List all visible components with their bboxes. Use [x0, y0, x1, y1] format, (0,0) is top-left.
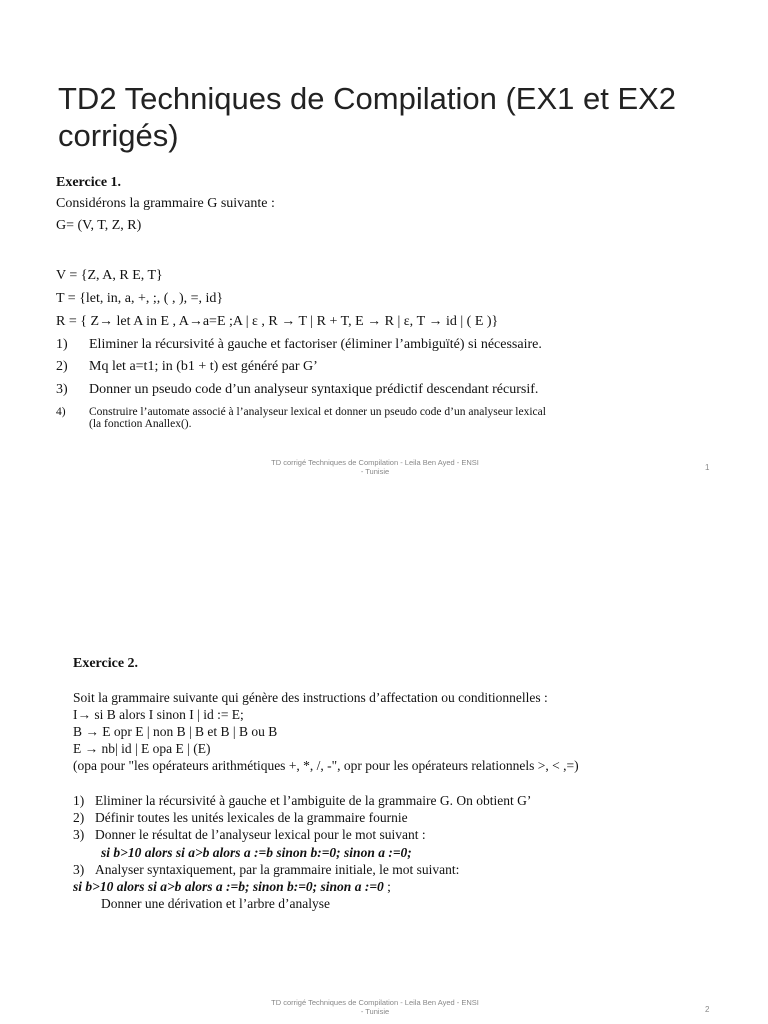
ex1-item-4-cont: (la fonction Anallex().: [89, 418, 192, 430]
set-r: R = { Z→ let A in E , A→a=E ;A | ε , R → T | R + T, E → R | ε, T → id | ( E )}: [56, 314, 499, 329]
ex2-item-1: [73, 793, 531, 809]
word-1: si b>10 alors si a>b alors a :=b sinon b:=0; sinon a :=0;: [101, 845, 412, 860]
item-text: Donner un pseudo code d’un analyseur syntaxique prédictif descendant récursif.: [89, 382, 539, 397]
word-2-line: [73, 879, 391, 895]
rule-e: E → nb| id | E opa E | (E): [73, 741, 211, 756]
exercise1-heading: Exercice 1.: [56, 175, 122, 190]
slide1-footer: [225, 458, 525, 476]
set-t: T = {let, in, a, +, ;, ( , ), =, id}: [56, 291, 224, 306]
item-number: 2): [56, 359, 68, 374]
ex2-last-line: Donner une dérivation et l’arbre d’analyse: [101, 896, 331, 911]
ex1-item-4: [56, 406, 546, 418]
item-number: 1): [73, 793, 85, 808]
item-number: 1): [56, 337, 68, 352]
item-number: 3): [73, 862, 85, 877]
ex1-item-2: [56, 359, 318, 375]
item-text: Donner le résultat de l’analyseur lexical pour le mot suivant :: [95, 827, 426, 842]
rule-b: B → E opr E | non B | B et B | B ou B: [73, 724, 278, 739]
item-number: 3): [56, 382, 68, 397]
exercise1-intro: Considérons la grammaire G suivante :: [56, 196, 275, 211]
item-text: Eliminer la récursivité à gauche et l’ambiguite de la grammaire G. On obtient G’: [95, 793, 532, 808]
footer-line: - Tunisie: [360, 467, 390, 476]
item-text: Définir toutes les unités lexicales de la grammaire fournie: [95, 810, 408, 825]
ex2-item-3: [73, 827, 426, 843]
ex1-item-3: [56, 382, 538, 398]
footer-line: - Tunisie: [360, 1007, 390, 1016]
rule-i: I→ si B alors I sinon I | id := E;: [73, 707, 244, 722]
item-text: Mq let a=t1; in (b1 + t) est généré par G’: [89, 359, 318, 374]
footer-line: TD corrigé Techniques de Compilation - Leila Ben Ayed - ENSI: [271, 998, 479, 1007]
item-number: 4): [56, 406, 66, 418]
grammar-def: G= (V, T, Z, R): [56, 218, 142, 233]
item-text: Construire l’automate associé à l’analyseur lexical et donner un pseudo code d’un analyseur lexical: [89, 406, 546, 418]
exercise2-intro: Soit la grammaire suivante qui génère des instructions d’affectation ou conditionnelles :: [73, 690, 548, 705]
ex2-item-4: [73, 862, 459, 878]
word-2-tail: ;: [383, 879, 391, 894]
page-number: 1: [705, 463, 710, 472]
footer-line: TD corrigé Techniques de Compilation - Leila Ben Ayed - ENSI: [271, 458, 479, 467]
item-number: 2): [73, 810, 85, 825]
ex1-item-1: [56, 337, 542, 353]
slide2-footer: [225, 998, 525, 1016]
page-number: 2: [705, 1005, 710, 1014]
exercise2-heading: Exercice 2.: [73, 656, 139, 671]
ex2-item-2: [73, 810, 408, 826]
set-v: V = {Z, A, R E, T}: [56, 268, 163, 283]
item-number: 3): [73, 827, 85, 842]
word-2: si b>10 alors si a>b alors a :=b; sinon b:=0; sinon a :=0: [73, 879, 384, 894]
item-text: Analyser syntaxiquement, par la grammaire initiale, le mot suivant:: [95, 862, 460, 877]
slide1-title: TD2 Techniques de Compilation (EX1 et EX2 corrigés): [58, 81, 677, 153]
operators-note: (opa pour "les opérateurs arithmétiques +, *, /, -", opr pour les opérateurs relationnels >, < ,=): [73, 758, 579, 773]
item-text: Eliminer la récursivité à gauche et factoriser (éliminer l’ambiguïté) si nécessaire.: [89, 337, 542, 352]
